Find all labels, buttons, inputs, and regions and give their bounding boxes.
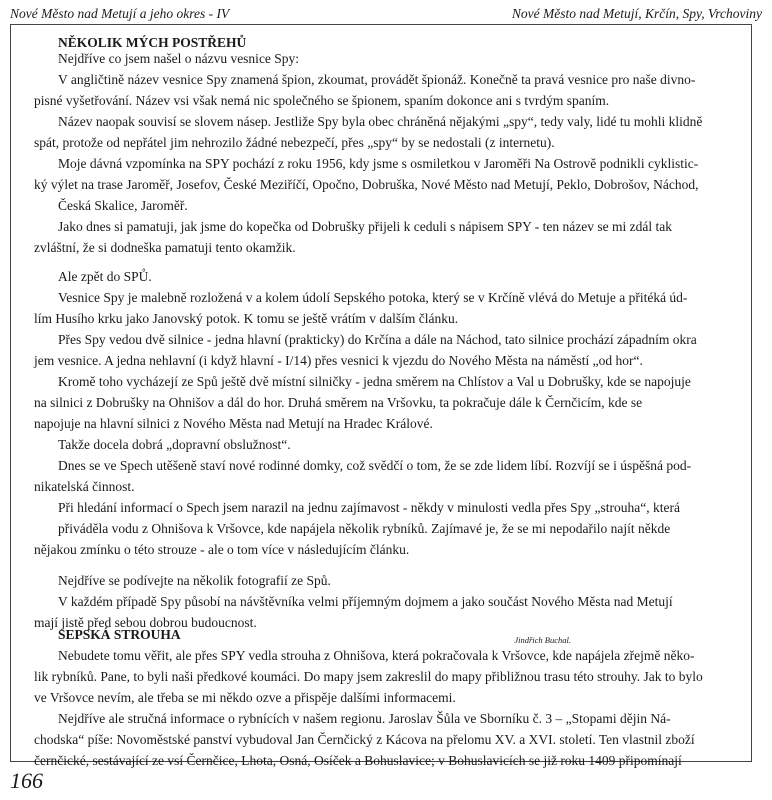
- paragraph-line: Ale zpět do SPŮ.: [58, 269, 152, 284]
- paragraph-line: nějakou zmínku o této strouze - ale o tom více v následujícím článku.: [34, 542, 410, 557]
- paragraph-line: lím Husího krku jako Janovský potok. K tomu se ještě vrátím v dalším článku.: [34, 311, 459, 326]
- paragraph-line: Dnes se ve Spech utěšeně staví nové rodinné domky, což svědčí o tom, že se zde lidem líbí. Rozvíjí se i úspěšná pod-: [58, 458, 692, 473]
- author-signature: Jindřich Buchal.: [514, 635, 571, 645]
- paragraph-line: napojuje na hlavní silnici z Nového Města nad Metují na Hradec Králové.: [34, 416, 433, 431]
- paragraph-line: ve Vršovce nevím, ale třeba se mi někdo ozve a přispěje dalšími informacemi.: [34, 690, 456, 705]
- paragraph-line: spát, protože od nepřátel jim nehrozilo žádné nebezpečí, přes „spy“ by se nedostali (z internetu).: [34, 135, 555, 150]
- page-number: 166: [10, 768, 43, 793]
- header-left: Nové Město nad Metují a jeho okres - IV: [10, 6, 230, 21]
- paragraph-line: V angličtině název vesnice Spy znamená špion, zkoumat, provádět špionáž. Konečně ta pravá vesnice pro naše divno-: [58, 72, 696, 87]
- paragraph-line: chodska“ píše: Novoměstské panství vybudoval Jan Černčický z Kácova na přelomu XV. a XVI. století. Ten vlastnil zboží: [34, 732, 695, 747]
- paragraph-line: lik rybníků. Pane, to byli naši předkové koumáci. Do mapy jsem zakreslil do mapy přibližnou trasu této strouhy. Jak to bylo: [34, 669, 703, 684]
- paragraph-line: Moje dávná vzpomínka na SPY pochází z roku 1956, kdy jsme s osmiletkou v Jaroměři Na Ostrově podnikli cyklistic-: [58, 156, 699, 171]
- paragraph-line: jem vesnice. A jedna nehlavní (i když hlavní - I/14) přes vesnici k vjezdu do Nového Města na náměstí „od hor“.: [34, 353, 643, 368]
- article-two-title: SEPSKÁ STROUHA: [58, 627, 181, 642]
- paragraph-line: Takže docela dobrá „dopravní obslužnost“.: [58, 437, 291, 452]
- paragraph-line: zvláštní, že si dodneška pamatuji tento okamžik.: [34, 240, 296, 255]
- paragraph-line: nikatelská činnost.: [34, 479, 135, 494]
- paragraph-line: Česká Skalice, Jaroměř.: [58, 198, 188, 213]
- paragraph-line: mají jistě před sebou dobrou budoucnost.: [34, 615, 257, 630]
- paragraph-line: Nebudete tomu věřit, ale přes SPY vedla strouha z Ohnišova, která pokračovala k Vršovce, kde napájela zřejmě něko-: [58, 648, 695, 663]
- paragraph-line: černčické, sestávající ze vsí Černčice, Lhota, Osná, Osíček a Bohuslavice; v Bohuslavicích se již roku 1409 připomínají: [34, 753, 682, 768]
- paragraph-line: přiváděla vodu z Ohnišova k Vršovce, kde napájela několik rybníků. Zajímavé je, že se mi nepodařilo najít někde: [58, 521, 671, 536]
- paragraph-line: Nejdříve co jsem našel o názvu vesnice Spy:: [58, 51, 300, 66]
- page-frame: [10, 24, 752, 768]
- paragraph-line: Vesnice Spy je malebně rozložená v a kolem údolí Sepského potoka, který se v Krčíně vlévá do Metuje a přitéká úd-: [58, 290, 688, 305]
- paragraph-line: Kromě toho vycházejí ze Spů ještě dvě místní silničky - jedna směrem na Chlístov a Val u Dobrušky, kde se napojuje: [58, 374, 691, 389]
- paragraph-line: Nejdříve se podívejte na několik fotografií ze Spů.: [58, 573, 331, 588]
- article-one-title: NĚKOLIK MÝCH POSTŘEHŮ: [58, 35, 247, 50]
- paragraph-line: Nejdříve ale stručná informace o rybnících v našem regionu. Jaroslav Šůla ve Sborníku č. 3 – „Stopami dějin Ná-: [58, 711, 671, 726]
- running-header: [10, 4, 762, 24]
- header-right: Nové Město nad Metují, Krčín, Spy, Vrchoviny: [511, 6, 762, 21]
- paragraph-line: Jako dnes si pamatuji, jak jsme do kopečka od Dobrušky přijeli k ceduli s nápisem SPY - ten název se mi zdál tak: [58, 219, 672, 234]
- paragraph-line: pisné vyšetřování. Název vsi však nemá nic společného se špionem, spaním dokonce ani s tvrdým spaním.: [34, 93, 610, 108]
- paragraph-line: Přes Spy vedou dvě silnice - jedna hlavní (prakticky) do Krčína a dále na Náchod, tato silnice prochází západním okra: [58, 332, 697, 347]
- paragraph-line: V každém případě Spy působí na návštěvníka velmi příjemným dojmem a jako součást Nového Města nad Metují: [58, 594, 673, 609]
- paragraph-line: ký výlet na trase Jaroměř, Josefov, České Meziříčí, Opočno, Dobruška, Nové Město nad Metují, Peklo, Dobrošov, Náchod,: [34, 177, 699, 192]
- paragraph-line: Název naopak souvisí se slovem násep. Jestliže Spy byla obec chráněná nějakými „spy“, tedy valy, lidé tu mohli klidně: [58, 114, 703, 129]
- paragraph-line: na silnici z Dobrušky na Ohnišov a dál do hor. Druhá směrem na Vršovku, ta pokračuje dále k Černčicím, kde se: [34, 395, 643, 410]
- paragraph-line: Při hledání informací o Spech jsem narazil na jednu zajímavost - někdy v minulosti vedla přes Spy „strouha“, která: [58, 500, 680, 515]
